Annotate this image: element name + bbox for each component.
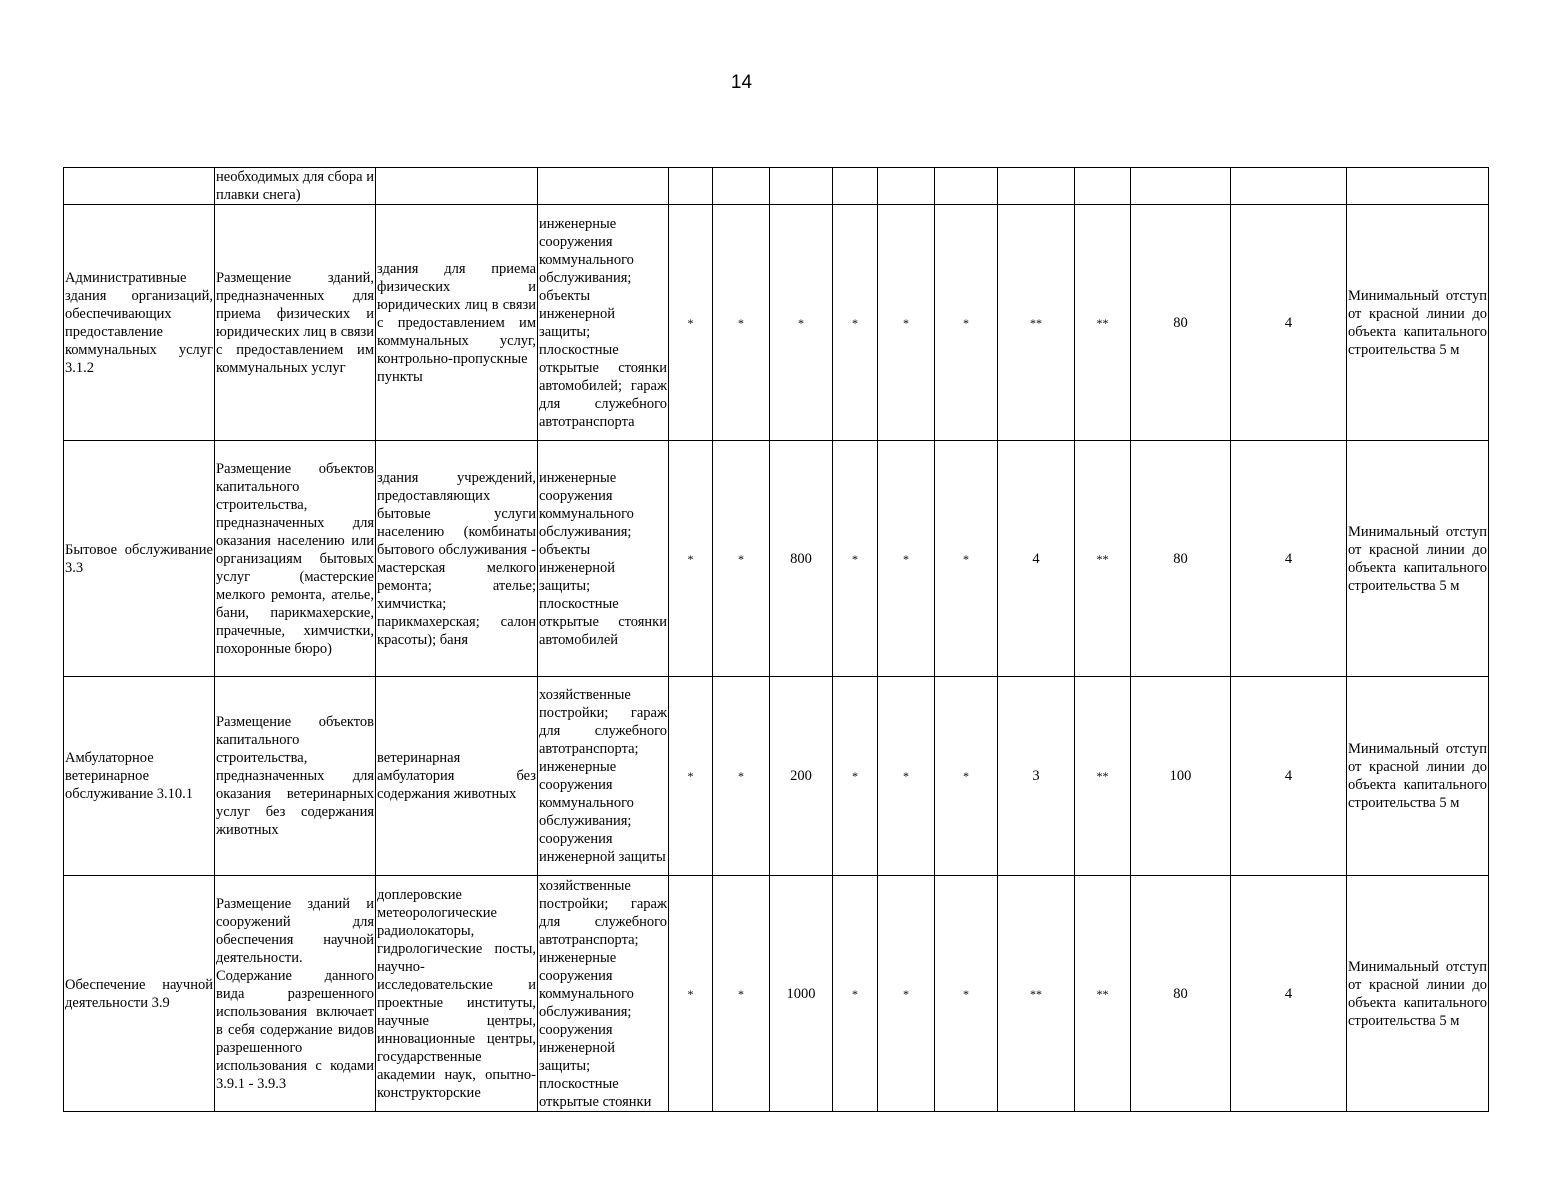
param-7-cell: **	[998, 876, 1075, 1112]
param-5-cell: *	[878, 677, 935, 876]
param-1-cell	[669, 168, 713, 205]
auxiliary-uses-cell: хозяйственные постройки; гараж для служебного автотранспорта; инженерные сооружения коммунального обслуживания; сооружения инженерной защиты; плоскостные открытые стоянки	[539, 877, 667, 1110]
use-type-name-cell: Бытовое обслуживание 3.3	[64, 441, 215, 677]
param-10-cell: 4	[1231, 876, 1347, 1112]
param-6-cell: *	[935, 441, 998, 677]
use-description-cell: Размещение объектов капитального строительства, предназначенных для оказания населению или организациям бытовых услуг (мастерские мелкого ремонта, ателье, бани, парикмахерские, прачечные, химчистки, похоронные бюро)	[215, 441, 376, 677]
param-10-cell	[1231, 168, 1347, 205]
main-objects-cell: доплеровские метеорологические радиолокаторы, гидрологические посты, научно-исследовательские и проектные институты, научные центры, инновационные центры, государственные академии наук, опытно-конструкторские	[376, 876, 538, 1112]
use-type-name-cell: Амбулаторное ветеринарное обслуживание 3.10.1	[64, 677, 215, 876]
table-row	[64, 441, 1489, 677]
use-type-name-cell: Административные здания организаций, обеспечивающих предоставление коммунальных услуг 3.1.2	[64, 205, 215, 441]
param-3-cell: 1000	[770, 876, 833, 1112]
param-3-cell: *	[770, 205, 833, 441]
param-7-cell: 4	[998, 441, 1075, 677]
param-8-cell	[1075, 168, 1131, 205]
param-10-cell: 4	[1231, 677, 1347, 876]
param-1-cell: *	[669, 677, 713, 876]
param-5-cell: *	[878, 441, 935, 677]
param-5-cell	[878, 168, 935, 205]
param-7-cell	[998, 168, 1075, 205]
param-2-cell: *	[713, 876, 770, 1112]
main-objects-cell: здания для приема физических и юридических лиц в связи с предоставлением им коммунальных услуг, контрольно-пропускные пункты	[376, 205, 538, 441]
param-8-cell: **	[1075, 876, 1131, 1112]
param-1-cell: *	[669, 441, 713, 677]
table-row	[64, 876, 1489, 1112]
param-7-cell: 3	[998, 677, 1075, 876]
table-row	[64, 168, 1489, 205]
param-3-cell	[770, 168, 833, 205]
param-4-cell: *	[833, 205, 878, 441]
param-6-cell: *	[935, 876, 998, 1112]
use-description-cell: Размещение зданий, предназначенных для приема физических и юридических лиц в связи с предоставлением им коммунальных услуг	[215, 205, 376, 441]
auxiliary-uses-cell: хозяйственные постройки; гараж для служебного автотранспорта; инженерные сооружения коммунального обслуживания; сооружения инженерной защиты	[538, 677, 669, 876]
note-cell	[1347, 168, 1489, 205]
param-6-cell: *	[935, 677, 998, 876]
use-description-cell: Размещение объектов капитального строительства, предназначенных для оказания ветеринарных услуг без содержания животных	[215, 677, 376, 876]
param-2-cell: *	[713, 677, 770, 876]
param-9-cell: 80	[1131, 441, 1231, 677]
param-10-cell: 4	[1231, 441, 1347, 677]
note-cell: Минимальный отступ от красной линии до объекта капитального строительства 5 м	[1347, 677, 1489, 876]
param-9-cell	[1131, 168, 1231, 205]
page-number: 14	[730, 72, 753, 93]
main-objects-cell: ветеринарная амбулатория без содержания животных	[376, 677, 538, 876]
param-4-cell: *	[833, 441, 878, 677]
main-objects-cell	[376, 168, 538, 205]
main-objects-cell: здания учреждений, предоставляющих бытовые услуги населению (комбинаты бытового обслуживания - мастерская мелкого ремонта; ателье; химчистка; парикмахерская; салон красоты); баня	[376, 441, 538, 677]
land-use-regulations-table	[63, 167, 1489, 1112]
param-8-cell: **	[1075, 677, 1131, 876]
use-description-cell: Размещение зданий и сооружений для обеспечения научной деятельности. Содержание данного вида разрешенного использования включает в себя содержание видов разрешенного использования с кодами 3.9.1 - 3.9.3	[215, 876, 376, 1112]
param-8-cell: **	[1075, 441, 1131, 677]
note-cell: Минимальный отступ от красной линии до объекта капитального строительства 5 м	[1347, 441, 1489, 677]
param-5-cell: *	[878, 205, 935, 441]
param-2-cell: *	[713, 205, 770, 441]
param-4-cell: *	[833, 876, 878, 1112]
param-3-cell: 200	[770, 677, 833, 876]
use-description-cell: необходимых для сбора и плавки снега)	[216, 169, 374, 203]
param-4-cell: *	[833, 677, 878, 876]
note-cell: Минимальный отступ от красной линии до объекта капитального строительства 5 м	[1347, 205, 1489, 441]
use-type-name-cell	[64, 168, 215, 205]
param-10-cell: 4	[1231, 205, 1347, 441]
param-6-cell: *	[935, 205, 998, 441]
use-type-name-cell: Обеспечение научной деятельности 3.9	[64, 876, 215, 1112]
param-2-cell: *	[713, 441, 770, 677]
table-row	[64, 205, 1489, 441]
param-9-cell: 100	[1131, 677, 1231, 876]
param-9-cell: 80	[1131, 205, 1231, 441]
param-5-cell: *	[878, 876, 935, 1112]
param-7-cell: **	[998, 205, 1075, 441]
param-9-cell: 80	[1131, 876, 1231, 1112]
note-cell: Минимальный отступ от красной линии до объекта капитального строительства 5 м	[1347, 876, 1489, 1112]
param-1-cell: *	[669, 876, 713, 1112]
auxiliary-uses-cell: инженерные сооружения коммунального обслуживания; объекты инженерной защиты; плоскостные открытые стоянки автомобилей	[538, 441, 669, 677]
table-row	[64, 677, 1489, 876]
auxiliary-uses-cell	[538, 168, 669, 205]
param-6-cell	[935, 168, 998, 205]
param-8-cell: **	[1075, 205, 1131, 441]
param-1-cell: *	[669, 205, 713, 441]
param-4-cell	[833, 168, 878, 205]
auxiliary-uses-cell: инженерные сооружения коммунального обслуживания; объекты инженерной защиты; плоскостные открытые стоянки автомобилей; гараж для служебного автотранспорта	[538, 205, 669, 441]
param-2-cell	[713, 168, 770, 205]
param-3-cell: 800	[770, 441, 833, 677]
